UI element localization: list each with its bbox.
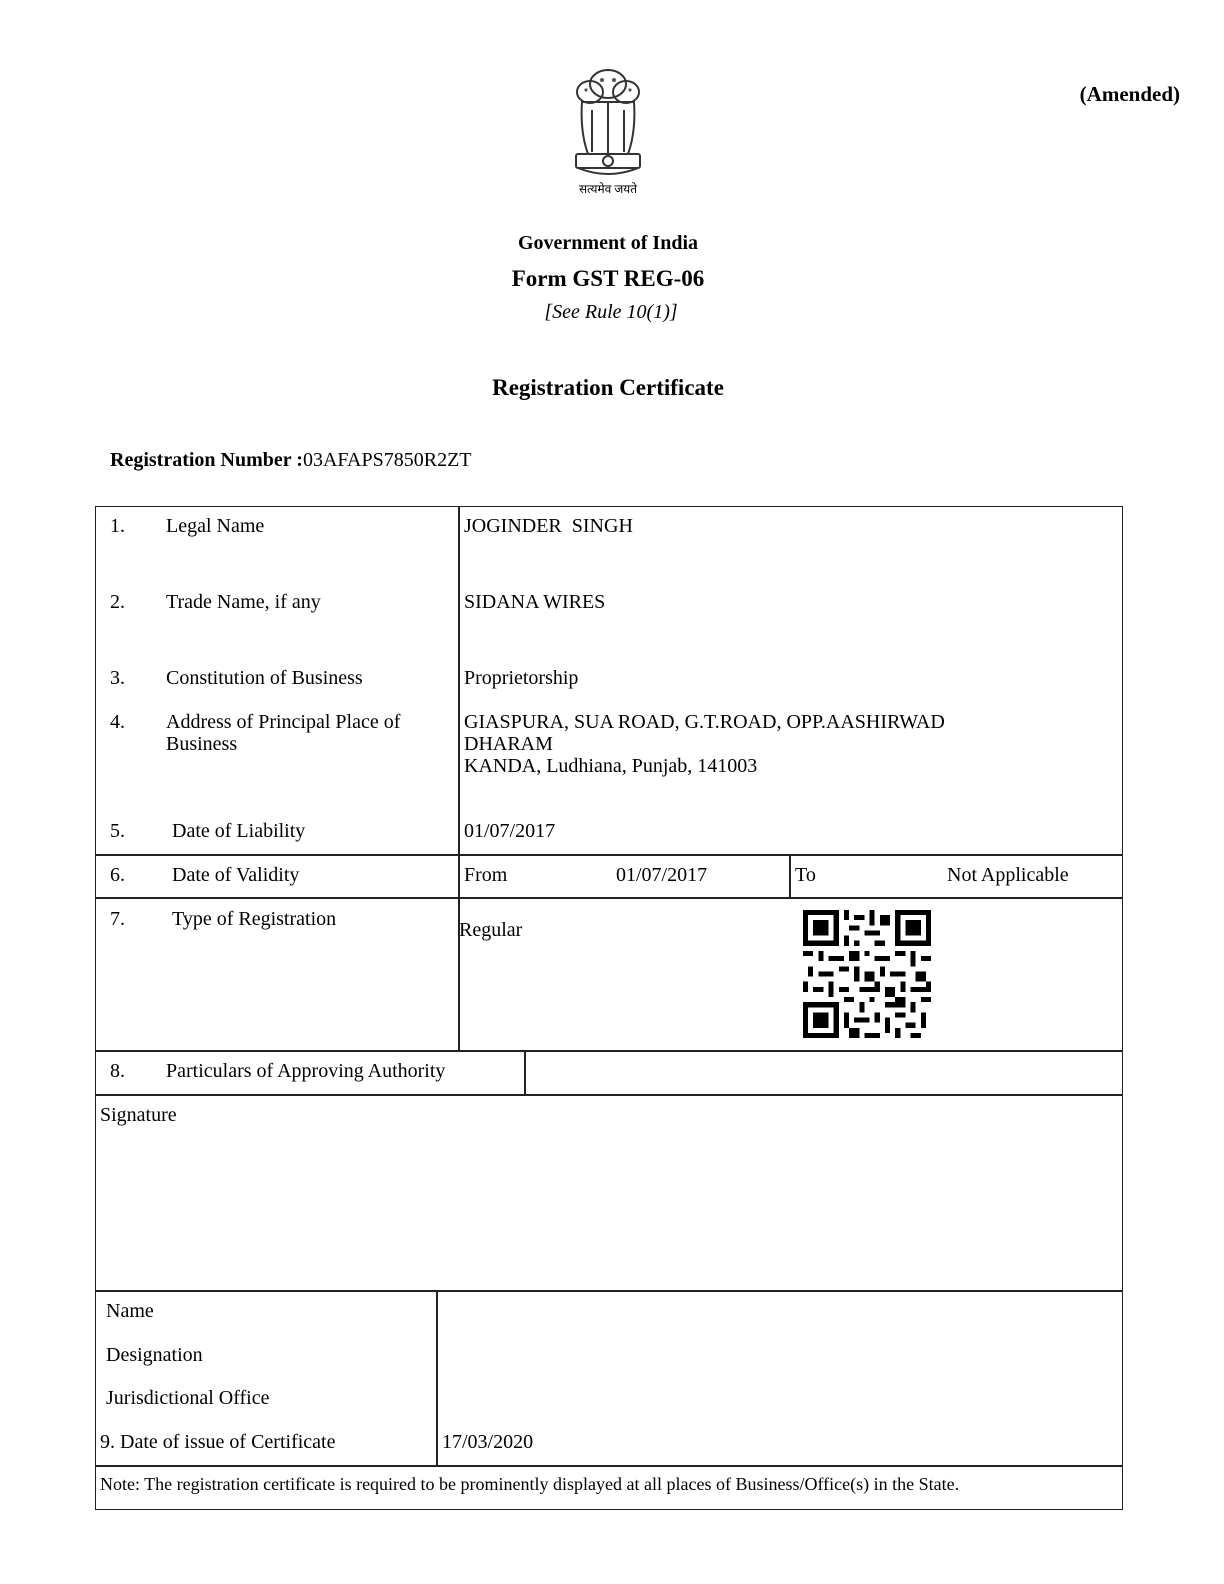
address-value: KANDA, Ludhiana, Punjab, 141003 <box>464 755 758 777</box>
row-number: 6. <box>110 864 125 886</box>
address-label: Business <box>166 733 238 755</box>
row-number: 3. <box>110 667 125 689</box>
display-note: Note: The registration certificate is required to be prominently displayed at all places of Business/Office(s) in the State. <box>100 1474 960 1494</box>
validity-from-value: 01/07/2017 <box>616 864 708 886</box>
qr-code-icon <box>803 910 931 1038</box>
jurisdictional-office-label: Jurisdictional Office <box>106 1387 270 1409</box>
row-number: 4. <box>110 711 125 733</box>
certificate-title: Registration Certificate <box>492 375 724 400</box>
issue-date-value: 17/03/2020 <box>442 1431 534 1453</box>
validity-from-label: From <box>464 864 508 886</box>
liability-value: 01/07/2017 <box>464 820 556 842</box>
row-number: 2. <box>110 591 125 613</box>
registration-type-value: Regular <box>459 919 523 941</box>
legal-name-value: JOGINDER SINGH <box>464 515 633 537</box>
authority-divider <box>524 1050 526 1095</box>
row-divider <box>95 1050 1123 1052</box>
validity-to-value: Not Applicable <box>947 864 1069 886</box>
liability-label: Date of Liability <box>172 820 306 842</box>
amended-label: (Amended) <box>1079 82 1180 106</box>
trade-name-value: SIDANA WIRES <box>464 591 606 613</box>
row-divider <box>95 897 1123 899</box>
row-number: 8. <box>110 1060 125 1082</box>
row-divider <box>95 1094 1123 1096</box>
certificate-table <box>95 506 1123 1510</box>
legal-name-label: Legal Name <box>166 515 265 537</box>
constitution-label: Constitution of Business <box>166 667 363 689</box>
address-value: DHARAM <box>464 733 553 755</box>
row-divider <box>95 854 1123 856</box>
row-divider <box>95 1290 1123 1292</box>
issue-date-label: 9. Date of issue of Certificate <box>100 1431 336 1453</box>
row-divider <box>95 1465 1123 1467</box>
validity-divider <box>789 854 791 898</box>
government-heading: Government of India <box>518 232 698 254</box>
officer-name-label: Name <box>106 1300 154 1322</box>
column-divider <box>458 506 460 1051</box>
registration-number-value: 03AFAPS7850R2ZT <box>302 449 472 471</box>
signature-label: Signature <box>100 1104 177 1126</box>
address-label: Address of Principal Place of <box>166 711 401 733</box>
constitution-value: Proprietorship <box>464 667 579 689</box>
officer-designation-label: Designation <box>106 1344 203 1366</box>
validity-label: Date of Validity <box>172 864 300 886</box>
registration-number-label: Registration Number : <box>110 449 303 471</box>
trade-name-label: Trade Name, if any <box>166 591 321 613</box>
approving-authority-label: Particulars of Approving Authority <box>166 1060 446 1082</box>
form-name: Form GST REG-06 <box>511 266 705 291</box>
address-value: GIASPURA, SUA ROAD, G.T.ROAD, OPP.AASHIRWAD <box>464 711 945 733</box>
rule-reference: [See Rule 10(1)] <box>544 301 678 323</box>
registration-number-line <box>110 449 472 472</box>
row-number: 7. <box>110 908 125 930</box>
registration-type-label: Type of Registration <box>172 908 337 930</box>
row-number: 5. <box>110 820 125 842</box>
row-number: 1. <box>110 515 125 537</box>
emblem-motto: सत्यमेव जयते <box>578 182 638 196</box>
validity-to-label: To <box>795 864 816 886</box>
officer-divider <box>436 1290 438 1466</box>
